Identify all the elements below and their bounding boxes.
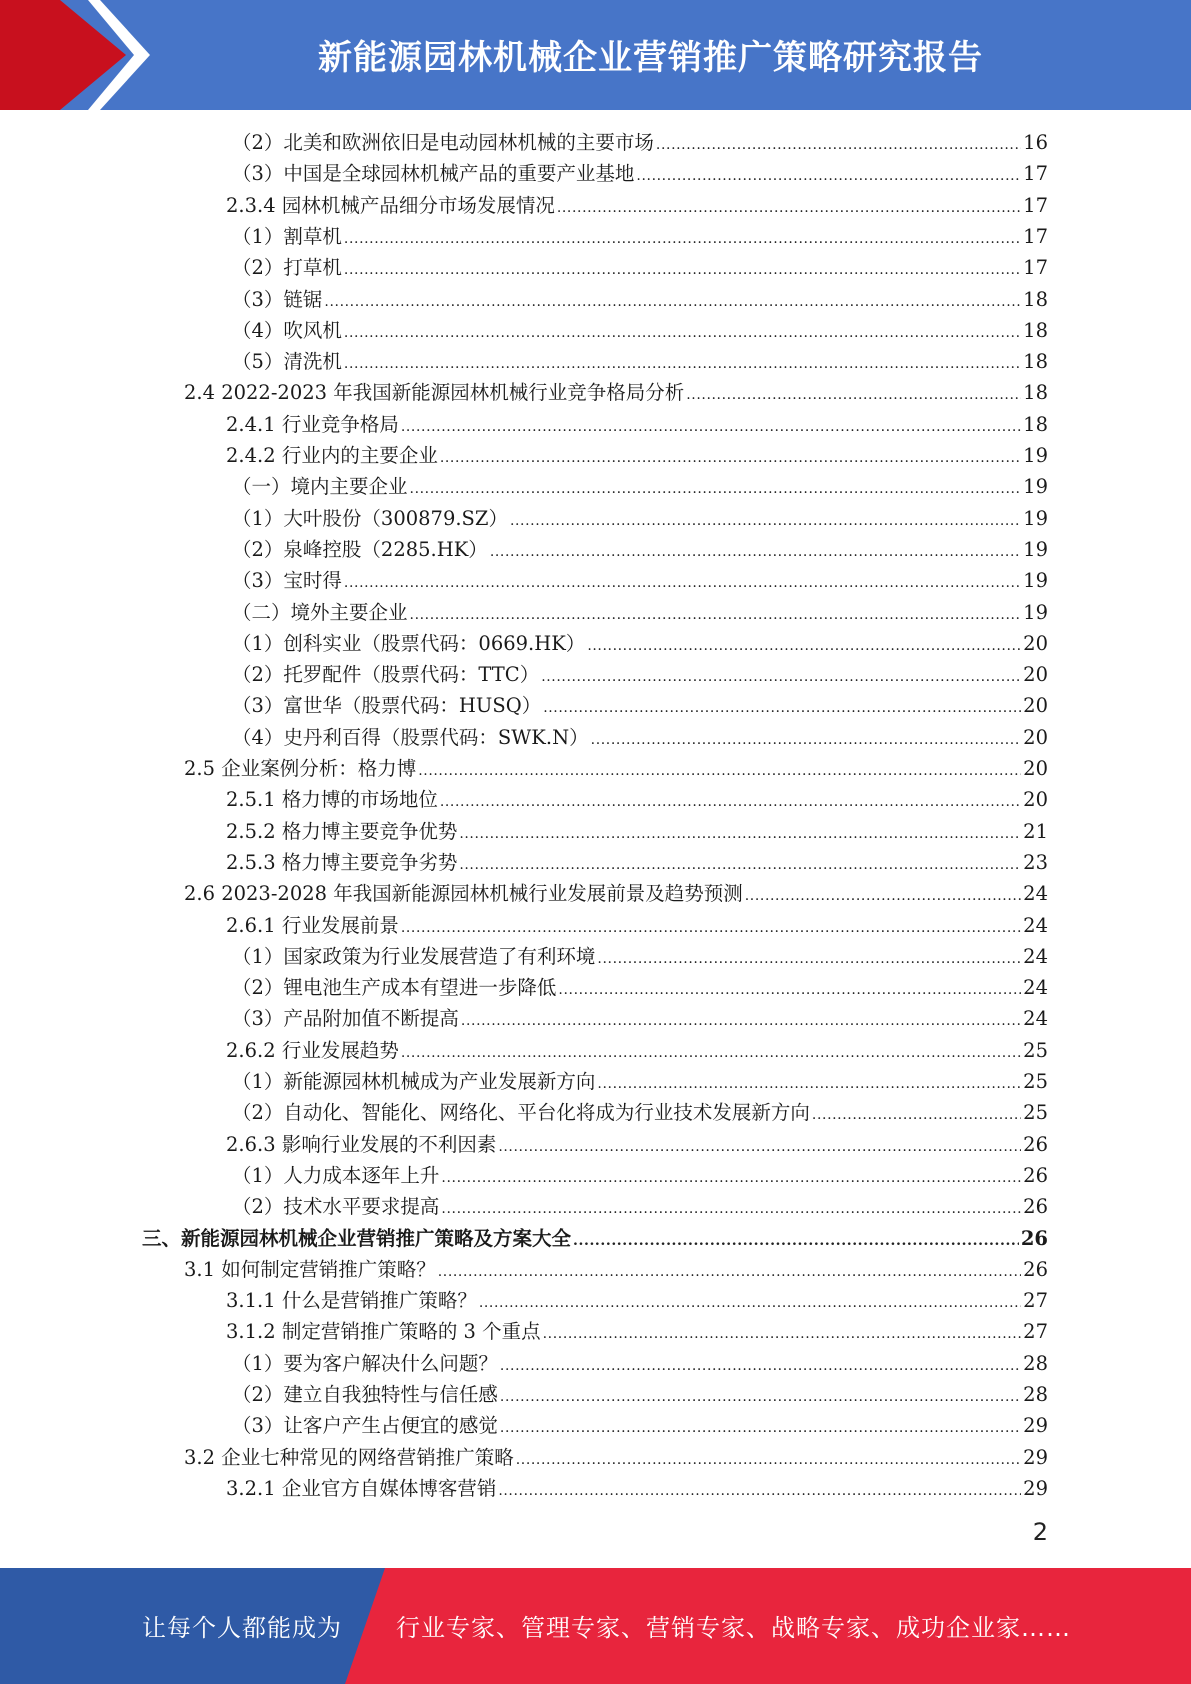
toc-entry-page: 17: [1023, 256, 1048, 280]
toc-dot-leader: [440, 787, 1021, 818]
toc-entry-page: 21: [1023, 819, 1048, 843]
toc-entry-page: 27: [1023, 1320, 1048, 1344]
toc-entry-label: （1）人力成本逐年上升: [232, 1163, 440, 1187]
toc-entry[interactable]: [0, 377, 1191, 408]
toc-entry[interactable]: [0, 1316, 1191, 1347]
toc-entry[interactable]: [0, 1191, 1191, 1222]
toc-entry[interactable]: [0, 1254, 1191, 1285]
toc-entry-page: 17: [1023, 193, 1048, 217]
toc-entry-page: 19: [1023, 506, 1048, 530]
toc-dot-leader: [324, 287, 1021, 318]
toc-entry-label: （1）割草机: [232, 224, 342, 248]
toc-dot-leader: [587, 631, 1021, 662]
toc-entry-label: （一）境内主要企业: [232, 475, 408, 499]
toc-entry-label: 3.2 企业七种常见的网络营销推广策略: [184, 1445, 514, 1469]
toc-entry[interactable]: [0, 972, 1191, 1003]
page-number: 2: [1032, 1518, 1048, 1546]
toc-entry-label: 3.1 如何制定营销推广策略？: [184, 1257, 436, 1281]
toc-dot-leader: [557, 193, 1021, 224]
toc-dot-leader: [440, 443, 1021, 474]
toc-entry[interactable]: [0, 409, 1191, 440]
document-title: 新能源园林机械企业营销推广策略研究报告: [318, 38, 983, 78]
toc-entry-page: 26: [1020, 1226, 1048, 1250]
toc-entry-page: 19: [1023, 537, 1048, 561]
toc-entry-label: 2.5.3 格力博主要竞争劣势: [226, 850, 458, 874]
toc-dot-leader: [438, 1257, 1021, 1288]
toc-dot-leader: [490, 537, 1021, 568]
toc-dot-leader: [573, 1226, 1019, 1257]
toc-entry-label: 2.5.2 格力博主要竞争优势: [226, 819, 458, 843]
toc-dot-leader: [516, 1445, 1021, 1476]
footer-slogan-right: 行业专家、管理专家、营销专家、战略专家、成功企业家……: [396, 1614, 1071, 1642]
toc-entry-page: 19: [1023, 475, 1048, 499]
toc-entry-page: 20: [1023, 788, 1048, 812]
toc-entry-label: （1）大叶股份（300879.SZ）: [232, 506, 508, 530]
toc-entry[interactable]: [0, 597, 1191, 628]
toc-entry-page: 29: [1023, 1476, 1048, 1500]
toc-entry-page: 26: [1023, 1163, 1048, 1187]
toc-entry-label: （二）境外主要企业: [232, 600, 408, 624]
toc-dot-leader: [344, 224, 1021, 255]
toc-entry-page: 29: [1023, 1414, 1048, 1438]
toc-dot-leader: [401, 913, 1021, 944]
toc-entry-page: 17: [1023, 162, 1048, 186]
header-arrow-decoration: [0, 0, 160, 110]
toc-entry-label: （3）宝时得: [232, 569, 342, 593]
toc-entry-page: 25: [1023, 1070, 1048, 1093]
toc-entry[interactable]: [0, 190, 1191, 221]
toc-dot-leader: [500, 1382, 1021, 1413]
toc-dot-leader: [410, 600, 1022, 631]
toc-entry-label: 2.5.1 格力博的市场地位: [226, 788, 438, 812]
toc-entry-label: 2.3.4 园林机械产品细分市场发展情况: [226, 193, 555, 217]
toc-entry-page: 26: [1023, 1195, 1048, 1219]
toc-dot-leader: [510, 506, 1021, 537]
toc-dot-leader: [459, 850, 1021, 881]
toc-entry-page: 16: [1023, 131, 1048, 154]
toc-entry-page: 20: [1023, 694, 1048, 718]
toc-entry-page: 29: [1023, 1445, 1048, 1469]
toc-dot-leader: [401, 1038, 1021, 1069]
toc-entry[interactable]: [0, 878, 1191, 909]
page-header: [0, 0, 1191, 110]
toc-entry[interactable]: [0, 1097, 1191, 1128]
toc-entry[interactable]: [0, 1410, 1191, 1441]
toc-entry[interactable]: [0, 565, 1191, 596]
toc-entry-page: 17: [1023, 224, 1048, 248]
toc-entry[interactable]: [0, 659, 1191, 690]
toc-dot-leader: [686, 380, 1021, 411]
toc-entry-page: 18: [1023, 381, 1048, 405]
toc-entry-label: （1）国家政策为行业发展营造了有利环境: [232, 944, 596, 968]
toc-dot-leader: [441, 1194, 1021, 1225]
toc-entry[interactable]: [0, 628, 1191, 659]
toc-dot-leader: [745, 881, 1021, 912]
toc-entry-page: 20: [1023, 725, 1048, 749]
toc-entry[interactable]: [0, 784, 1191, 815]
toc-entry-label: （2）技术水平要求提高: [232, 1195, 440, 1219]
toc-dot-leader: [498, 1476, 1021, 1507]
toc-dot-leader: [479, 1288, 1021, 1319]
toc-entry-label: 2.6.3 影响行业发展的不利因素: [226, 1132, 497, 1156]
toc-entry-page: 27: [1023, 1289, 1048, 1313]
toc-entry-label: 3.1.2 制定营销推广策略的 3 个重点: [226, 1320, 541, 1344]
toc-entry[interactable]: [0, 1442, 1191, 1473]
toc-entry[interactable]: [0, 847, 1191, 878]
toc-entry[interactable]: [0, 1066, 1191, 1097]
toc-dot-leader: [597, 1069, 1021, 1100]
toc-entry-label: （1）新能源园林机械成为产业发展新方向: [232, 1070, 596, 1093]
toc-entry-label: （4）史丹利百得（股票代码：SWK.N）: [232, 725, 589, 749]
toc-dot-leader: [597, 944, 1021, 975]
toc-entry-label: （4）吹风机: [232, 318, 342, 342]
toc-entry-page: 19: [1023, 569, 1048, 593]
toc-dot-leader: [401, 412, 1021, 443]
toc-dot-leader: [656, 130, 1021, 161]
toc-entry-label: （3）产品附加值不断提高: [232, 1007, 459, 1031]
toc-entry-page: 26: [1023, 1132, 1048, 1156]
toc-dot-leader: [461, 1006, 1021, 1037]
toc-entry-label: （2）托罗配件（股票代码：TTC）: [232, 663, 540, 687]
toc-entry-page: 20: [1023, 631, 1048, 655]
toc-entry-label: （3）让客户产生占便宜的感觉: [232, 1414, 498, 1438]
toc-dot-leader: [541, 662, 1021, 693]
toc-entry-page: 23: [1023, 850, 1048, 874]
toc-entry-page: 25: [1023, 1038, 1048, 1062]
toc-entry[interactable]: [0, 1285, 1191, 1316]
toc-dot-leader: [344, 255, 1021, 286]
toc-dot-leader: [812, 1100, 1021, 1131]
toc-entry[interactable]: [0, 1129, 1191, 1160]
toc-dot-leader: [558, 975, 1021, 1006]
toc-dot-leader: [441, 1163, 1021, 1194]
toc-entry-label: 2.4.1 行业竞争格局: [226, 412, 399, 436]
toc-dot-leader: [418, 756, 1021, 787]
toc-entry[interactable]: [0, 127, 1191, 158]
toc-entry-label: （2）锂电池生产成本有望进一步降低: [232, 976, 557, 1000]
toc-dot-leader: [459, 819, 1021, 850]
toc-entry-label: 2.4.2 行业内的主要企业: [226, 444, 438, 467]
toc-entry[interactable]: [0, 816, 1191, 847]
toc-entry-page: 19: [1023, 600, 1048, 624]
toc-entry-page: 24: [1023, 1007, 1048, 1031]
toc-entry[interactable]: [0, 534, 1191, 565]
toc-dot-leader: [636, 161, 1021, 192]
toc-entry-label: （2）北美和欧洲依旧是电动园林机械的主要市场: [232, 131, 654, 154]
toc-entry[interactable]: [0, 910, 1191, 941]
toc-entry[interactable]: [0, 315, 1191, 346]
page-footer: [0, 1568, 1191, 1684]
toc-entry-page: 24: [1023, 944, 1048, 968]
toc-entry-page: 20: [1023, 663, 1048, 687]
toc-entry-label: （3）富世华（股票代码：HUSQ）: [232, 694, 542, 718]
toc-entry[interactable]: [0, 1348, 1191, 1379]
toc-dot-leader: [410, 474, 1022, 505]
toc-entry-page: 24: [1023, 882, 1048, 906]
toc-entry-page: 18: [1023, 412, 1048, 436]
toc-dot-leader: [500, 1413, 1021, 1444]
toc-entry[interactable]: [0, 252, 1191, 283]
toc-entry-label: 三、新能源园林机械企业营销推广策略及方案大全: [142, 1226, 572, 1250]
toc-entry-label: 3.1.1 什么是营销推广策略？: [226, 1289, 477, 1313]
toc-entry[interactable]: [0, 690, 1191, 721]
toc-entry-label: （3）中国是全球园林机械产品的重要产业基地: [232, 162, 635, 186]
toc-entry-page: 18: [1023, 287, 1048, 311]
toc-entry-label: （2）自动化、智能化、网络化、平台化将成为行业技术发展新方向: [232, 1101, 810, 1125]
toc-entry-label: （1）创科实业（股票代码：0669.HK）: [232, 631, 586, 655]
toc-entry[interactable]: [0, 941, 1191, 972]
toc-entry[interactable]: [0, 346, 1191, 377]
toc-entry-page: 20: [1023, 757, 1048, 780]
toc-entry-label: 2.6 2023-2028 年我国新能源园林机械行业发展前景及趋势预测: [184, 882, 743, 906]
toc-dot-leader: [344, 318, 1021, 349]
toc-entry-page: 18: [1023, 350, 1048, 374]
toc-entry-page: 25: [1023, 1101, 1048, 1125]
toc-entry-page: 19: [1023, 444, 1048, 467]
toc-dot-leader: [543, 693, 1021, 724]
toc-dot-leader: [344, 349, 1021, 380]
toc-entry-label: 2.4 2022-2023 年我国新能源园林机械行业竞争格局分析: [184, 381, 685, 405]
toc-dot-leader: [591, 725, 1022, 756]
toc-dot-leader: [498, 1132, 1021, 1163]
toc-entry[interactable]: [0, 1223, 1191, 1254]
toc-entry[interactable]: [0, 753, 1191, 784]
toc-entry-page: 24: [1023, 913, 1048, 937]
toc-entry[interactable]: [0, 1160, 1191, 1191]
toc-entry[interactable]: [0, 1035, 1191, 1066]
toc-entry-label: （2）泉峰控股（2285.HK）: [232, 537, 488, 561]
toc-entry[interactable]: [0, 1003, 1191, 1034]
toc-entry-label: （5）清洗机: [232, 350, 342, 374]
toc-entry-label: 2.6.1 行业发展前景: [226, 913, 399, 937]
toc-entry-label: 2.6.2 行业发展趋势: [226, 1038, 399, 1062]
toc-entry[interactable]: [0, 284, 1191, 315]
footer-slogan-left: 让每个人都能成为: [142, 1614, 342, 1642]
toc-entry-label: 3.2.1 企业官方自媒体博客营销: [226, 1476, 497, 1500]
toc-dot-leader: [500, 1351, 1021, 1382]
toc-entry-page: 28: [1023, 1383, 1048, 1406]
toc-entry-label: （2）打草机: [232, 256, 342, 280]
toc-dot-leader: [543, 1319, 1022, 1350]
toc-entry[interactable]: [0, 158, 1191, 189]
toc-entry-page: 26: [1023, 1257, 1048, 1281]
toc-entry-page: 18: [1023, 318, 1048, 342]
toc-entry-page: 28: [1023, 1351, 1048, 1375]
toc-entry[interactable]: [0, 1379, 1191, 1410]
toc-entry[interactable]: [0, 503, 1191, 534]
toc-entry-label: 2.5 企业案例分析：格力博: [184, 757, 417, 780]
toc-entry-label: （1）要为客户解决什么问题？: [232, 1351, 498, 1375]
toc-dot-leader: [344, 568, 1021, 599]
toc-entry[interactable]: [0, 221, 1191, 252]
toc-entry[interactable]: [0, 722, 1191, 753]
toc-entry-label: （3）链锯: [232, 287, 323, 311]
toc-entry[interactable]: [0, 1473, 1191, 1504]
toc-entry[interactable]: [0, 471, 1191, 502]
toc-entry[interactable]: [0, 440, 1191, 471]
toc-entry-label: （2）建立自我独特性与信任感: [232, 1383, 498, 1406]
toc-entry-page: 24: [1023, 976, 1048, 1000]
